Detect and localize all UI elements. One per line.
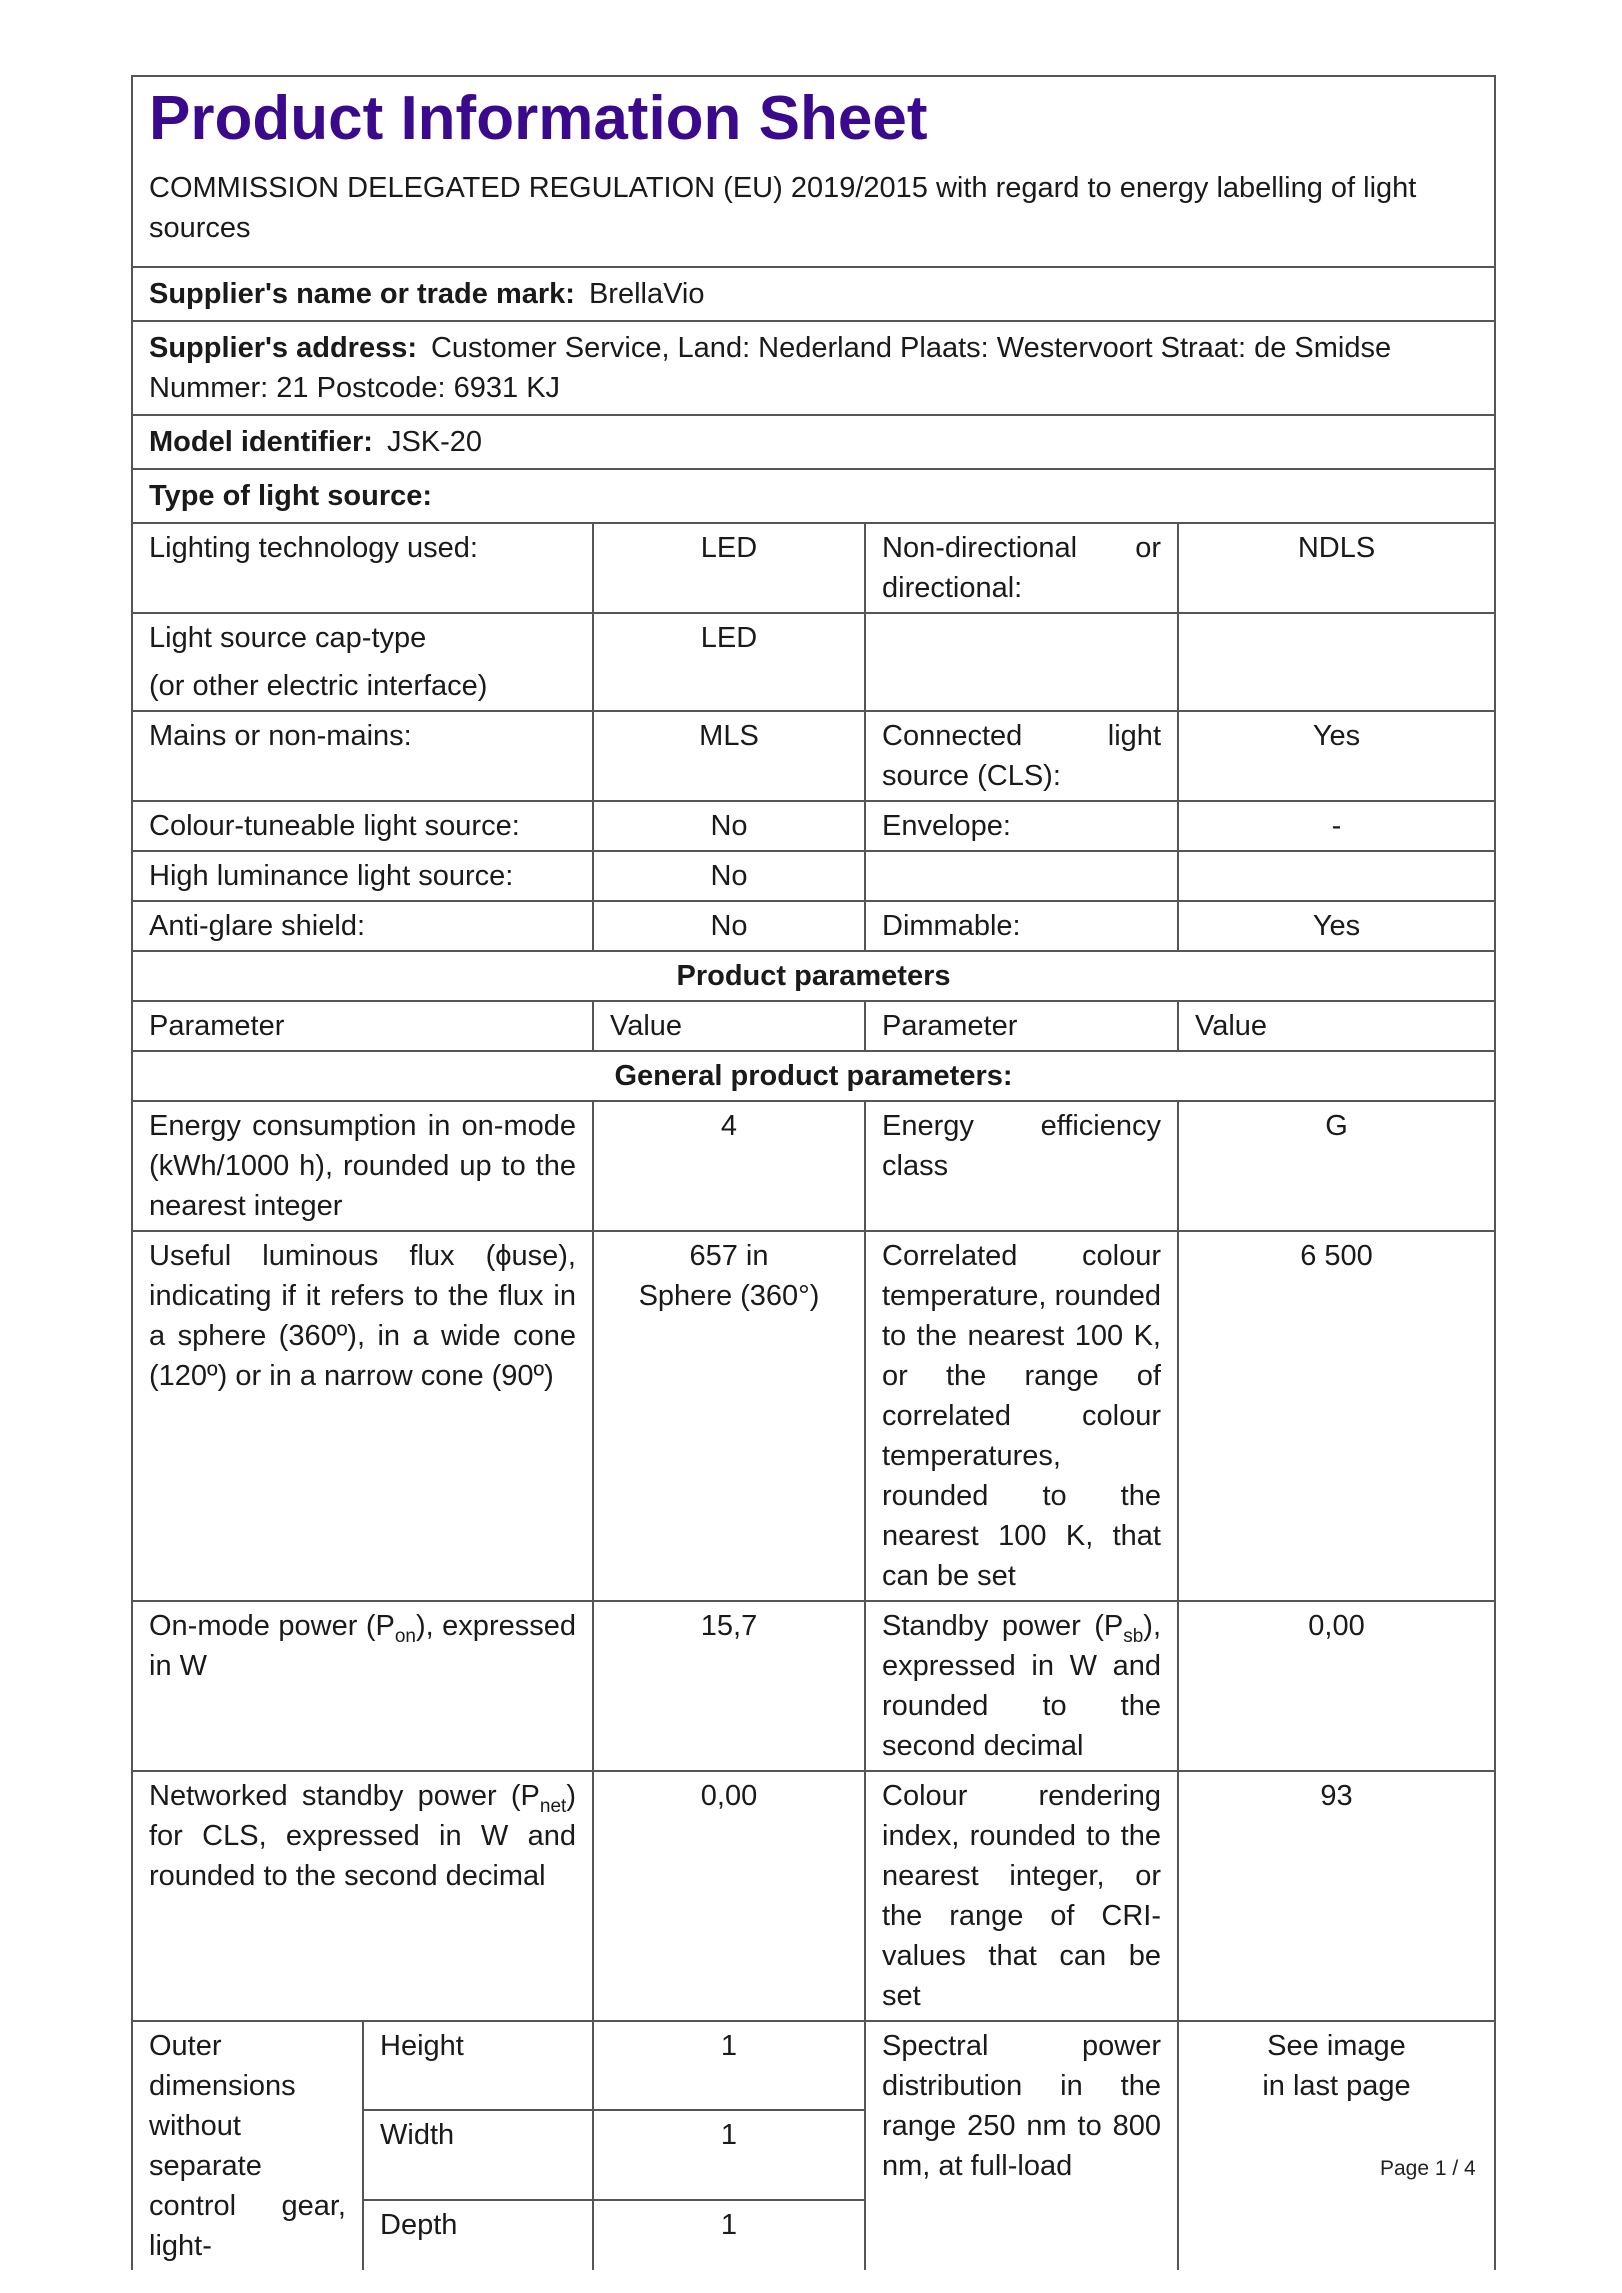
column-header: Value [593, 1001, 865, 1051]
spd-value-line2: in last page [1262, 2070, 1411, 2103]
flux-value: 657 in [689, 1240, 769, 1273]
param-label [865, 1601, 1178, 1771]
param-value: LED [593, 524, 865, 613]
spd-value [1178, 2022, 1494, 2270]
product-parameters-heading: Product parameters [133, 951, 1494, 1001]
param-value: No [593, 851, 865, 901]
param-label [865, 851, 1178, 901]
param-value: 15,7 [593, 1601, 865, 1771]
column-header: Parameter [133, 1001, 593, 1051]
param-label: High luminance light source: [133, 851, 593, 901]
general-parameters-heading: General product parameters: [133, 1051, 1494, 1101]
table-row [133, 951, 1494, 1001]
param-value [1178, 613, 1494, 711]
param-label: Connected light source (CLS): [865, 711, 1178, 801]
label-text: ), expressed in W [149, 1610, 576, 1683]
param-label: Correlated colour temperature, rounded to the nearest 100 K, or the range of correlated colour temperatures, rounded to the nearest 100 K, that can be set [865, 1231, 1178, 1601]
table-row [133, 901, 1494, 951]
supplier-address-label: Supplier's address: [149, 332, 417, 365]
param-value: Yes [1178, 711, 1494, 801]
param-value: LED [593, 613, 865, 711]
type-of-light-source-heading [133, 470, 1494, 524]
spd-label: Spectral power distribution in the range 250 nm to 800 nm, at full-load [865, 2022, 1178, 2270]
table-row [133, 613, 1494, 711]
table-row [133, 1231, 1494, 1601]
model-identifier-value: JSK-20 [386, 426, 483, 459]
table-header-row [133, 1001, 1494, 1051]
table-row [133, 2022, 1494, 2110]
supplier-name-row [133, 268, 1494, 322]
height-value: 1 [593, 2022, 865, 2110]
param-label: Colour-tuneable light source: [133, 801, 593, 851]
table-row [133, 711, 1494, 801]
param-label: Energy consumption in on-mode (kWh/1000 h), rounded up to the nearest integer [133, 1101, 593, 1231]
supplier-name-label: Supplier's name or trade mark: [149, 278, 575, 311]
cap-type-line2: (or other electric interface) [149, 670, 488, 703]
param-value: 6 500 [1178, 1231, 1494, 1601]
param-value [593, 1231, 865, 1601]
param-label: Lighting technology used: [133, 524, 593, 613]
width-label: Width [363, 2110, 593, 2200]
model-identifier-label: Model identifier: [149, 426, 373, 459]
param-value: 0,00 [593, 1771, 865, 2021]
depth-value: 1 [593, 2200, 865, 2270]
depth-label: Depth [363, 2200, 593, 2270]
table-row [133, 524, 1494, 613]
column-header: Parameter [865, 1001, 1178, 1051]
label-text: Standby power (P [882, 1610, 1124, 1643]
label-text: On-mode power (P [149, 1610, 395, 1643]
param-label: Colour rendering index, rounded to the nearest integer, or the range of CRI-values that can be set [865, 1771, 1178, 2021]
param-label: Non-directional or directional: [865, 524, 1178, 613]
label-text: Networked standby power (P [149, 1780, 540, 1813]
dimensions-table [133, 2022, 1494, 2270]
height-label: Height [363, 2022, 593, 2110]
param-value: 93 [1178, 1771, 1494, 2021]
param-value: Yes [1178, 901, 1494, 951]
dimensions-label: Outer dimensions without separate control gear, light- [133, 2022, 363, 2270]
param-value: MLS [593, 711, 865, 801]
regulation-subtitle: COMMISSION DELEGATED REGULATION (EU) 2019/2015 with regard to energy labelling of light sources [149, 172, 1417, 245]
param-label [133, 613, 593, 711]
table-row [133, 1601, 1494, 1771]
table-row [133, 801, 1494, 851]
param-value: No [593, 801, 865, 851]
param-value [1178, 851, 1494, 901]
supplier-address-value: Customer Service, Land: Nederland Plaats: Westervoort Straat: de Smidse Nummer: 21 Postcode: 6931 KJ [149, 332, 1392, 405]
product-information-sheet [131, 75, 1496, 2270]
page-title: Product Information Sheet [149, 84, 928, 153]
cap-type-line1: Light source cap-type [149, 622, 427, 655]
label-subscript: sb [1123, 1626, 1144, 1648]
flux-shape: Sphere (360°) [638, 1280, 820, 1313]
param-label [133, 1601, 593, 1771]
param-value: 0,00 [1178, 1601, 1494, 1771]
param-label: Anti-glare shield: [133, 901, 593, 951]
param-value: 4 [593, 1101, 865, 1231]
param-label [133, 1771, 593, 2021]
light-source-type-table [133, 524, 1494, 2022]
column-header: Value [1178, 1001, 1494, 1051]
table-row [133, 1051, 1494, 1101]
model-identifier-row [133, 416, 1494, 470]
label-text: ), expressed in W and rounded to the second decimal [882, 1610, 1161, 1763]
page-number: Page 1 / 4 [1380, 2157, 1476, 2180]
spd-value-line1: See image [1267, 2030, 1406, 2063]
param-label: Envelope: [865, 801, 1178, 851]
param-value: NDLS [1178, 524, 1494, 613]
label-text: ) for CLS, expressed in W and rounded to the second decimal [149, 1780, 576, 1893]
param-value: G [1178, 1101, 1494, 1231]
param-label: Dimmable: [865, 901, 1178, 951]
label-subscript: net [539, 1796, 567, 1818]
param-label: Mains or non-mains: [133, 711, 593, 801]
table-row [133, 1771, 1494, 2021]
param-label: Useful luminous flux (ϕuse), indicating if it refers to the flux in a sphere (360º), in a wide cone (120º) or in a narrow cone (90º) [133, 1231, 593, 1601]
width-value: 1 [593, 2110, 865, 2200]
title-block [133, 77, 1494, 268]
param-value: - [1178, 801, 1494, 851]
param-label: Energy efficiency class [865, 1101, 1178, 1231]
supplier-address-row [133, 322, 1494, 416]
table-row [133, 851, 1494, 901]
param-label [865, 613, 1178, 711]
label-subscript: on [394, 1626, 416, 1648]
table-row [133, 1101, 1494, 1231]
type-heading-text: Type of light source: [149, 480, 433, 513]
supplier-name-value: BrellaVio [588, 278, 705, 311]
param-value: No [593, 901, 865, 951]
